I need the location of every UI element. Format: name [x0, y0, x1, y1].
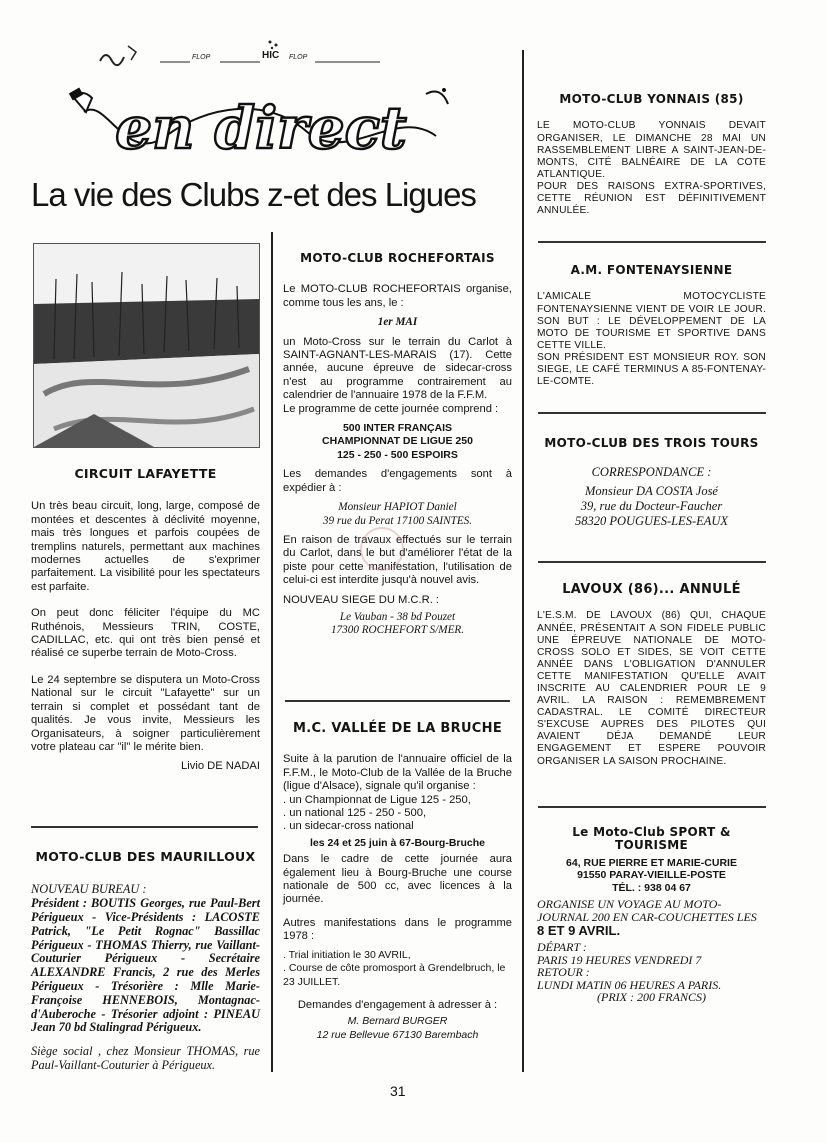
separator — [285, 700, 510, 702]
rochefortais-address-2: 39 rue du Perat 17100 SAINTES. — [322, 514, 473, 527]
column-rule-1 — [271, 232, 273, 1072]
header-sketch — [90, 36, 470, 76]
bruche-date: les 24 et 25 juin à 67-Bourg-Bruche — [309, 836, 486, 849]
sound-flop-right: FLOP — [289, 54, 308, 61]
nouveau-siege-label: NOUVEAU SIEGE DU M.C.R. : — [283, 593, 440, 606]
retour-label: RETOUR : — [537, 965, 590, 980]
separator — [538, 806, 766, 808]
trois-tours-contact-2: 39, rue du Docteur-Faucher — [580, 499, 723, 514]
program-line-2: CHAMPIONNAT DE LIGUE 250 — [322, 435, 473, 448]
lafayette-paragraph-1: Un très beau circuit, long, large, composé de montées et descentes à déclivité moyenne, mais très longues et parfois coupées de tremplins naturels, permettant aux machines modernes actuelles de s'exprimer parfaitement. La visibilité pour les spectateurs est parfaite. — [31, 500, 260, 593]
bureau-title: NOUVEAU BUREAU : — [31, 882, 147, 897]
bruche-list-item-1: . un Championnat de Ligue 125 - 250, — [283, 793, 471, 806]
siege-social: Siège social , chez Monsieur THOMAS, rue Paul-Vaillant-Couturier à Périgueux. — [31, 1044, 260, 1072]
title-fontenaysienne: A.M. FONTENAYSIENNE — [570, 263, 733, 277]
title-sport-tourisme: Le Moto-Club SPORT & TOURISME — [572, 825, 731, 853]
sport-tourisme-address-1: 64, RUE PIERRE ET MARIE-CURIE — [566, 856, 737, 869]
fontenaysienne-paragraph-1: L'AMICALE MOTOCYCLISTE FONTENAYSIENNE VIENT DE VOIR LE JOUR. SON BUT : LE DÉVELOPPEMENT DE LA MOTO DE TOURISME ET SPORTIVE DANS CETTE VILLE. — [537, 291, 766, 351]
lafayette-paragraph-2: On peut donc féliciter l'équipe du MC Ruthénois, Messieurs TRIN, COSTE, CADILLAC, etc. qui ont très bien pensé et réalisé ce superbe terrain de Moto-Cross. — [31, 607, 260, 660]
bruche-body-2: Dans le cadre de cette journée aura également lieu à Bourg-Bruche une course nationale de 500 cc, avec licences à la journée. — [283, 853, 512, 906]
rochefortais-date: 1er MAI — [377, 316, 418, 329]
depart-time: PARIS 19 HEURES VENDREDI 7 — [537, 952, 702, 967]
rochefortais-intro: Le MOTO-CLUB ROCHEFORTAIS organise, comme tous les ans, le : — [283, 283, 512, 309]
en-direct-logo — [66, 86, 456, 176]
title-rochefortais: MOTO-CLUB ROCHEFORTAIS — [300, 251, 495, 265]
bruche-event-1: . Trial initiation le 30 AVRIL, — [283, 948, 411, 961]
yonnais-paragraph-1: LE MOTO-CLUB YONNAIS DEVAIT ORGANISER, LE DIMANCHE 28 MAI UN RASSEMBLEMENT LIBRE A SAINT-JEAN-DE-MONTS, CITÉ BALNÉAIRE DE LA COTE ATLANTIQUE. — [537, 120, 766, 180]
lafayette-paragraph-3: Le 24 septembre se disputera un Moto-Cross National sur le circuit "Lafayette" sur un terrain si complet et possédant tant de qualités. Je vous invite, Messieurs les Organisateurs, à soigner particulièrement votre plateau car "il" le mérite bien. — [31, 673, 260, 753]
separator — [538, 561, 766, 563]
siege-address-1: Le Vauban - 38 bd Pouzet — [339, 610, 456, 623]
bruche-body-3: Autres manifestations dans le programme 1978 : — [283, 916, 512, 943]
page-number: 31 — [390, 1083, 406, 1099]
title-yonnais: MOTO-CLUB YONNAIS (85) — [559, 92, 744, 106]
separator — [31, 826, 258, 828]
separator — [538, 241, 766, 243]
logo-text: en direct — [115, 94, 407, 162]
rochefortais-body-1: un Moto-Cross sur le terrain du Carlot à SAINT-AGNANT-LES-MARAIS (17). Cette année, aucune épreuve de sidecar-cross n'est au programme contrairement au calendrier de l'annuaire 1978 de la F.F.M. — [283, 335, 512, 402]
voyage-price: (PRIX : 200 FRANCS) — [597, 990, 706, 1005]
bruche-intro: Suite à la parution de l'annuaire officiel de la F.F.M., le Moto-Club de la Vallée de la Bruche (ligue d'Alsace), signale qu'il organise : — [283, 753, 512, 793]
bruche-event-2: . Course de côte promosport à Grendelbruch, le 23 JUILLET. — [283, 962, 506, 988]
lavoux-paragraph: L'E.S.M. DE LAVOUX (86) QUI, CHAQUE ANNÉE, PRÉSENTAIT A SON FIDELE PUBLIC UNE ÉPREUVE NATIONALE DE MOTO-CROSS SOLO ET SIDES, SE VOIT CETTE ANNÉE DANS L'OBLIGATION D'ANNULER CETTE MANIFESTATION QU'ELLE AVAIT INSCRITE AU CALENDRIER POUR LE 9 AVRIL. LA RAISON : REMEMBREMENT CADASTRAL. LE COMITÉ DIRECTEUR S'EXCUSE AUPRES DES PILOTES QUI AVAIENT DÉJA DEMANDÉ LEUR ENGAGEMENT ET ESPERE POUVOIR ORGANISER LA SAISON PROCHAINE. — [537, 610, 766, 767]
program-line-1: 500 INTER FRANÇAIS — [342, 422, 453, 435]
rochefortais-demandes: Les demandes d'engagements sont à expédier à : — [283, 468, 512, 494]
bruche-list-item-2: . un national 125 - 250 - 500, — [283, 807, 427, 820]
title-maurilloux: MOTO-CLUB DES MAURILLOUX — [35, 849, 256, 864]
yonnais-paragraph-2: POUR DES RAISONS EXTRA-SPORTIVES, CETTE RÉUNION EST DÉFINITIVEMENT ANNULÉE. — [537, 180, 766, 217]
separator — [538, 412, 766, 414]
voyage-dates: 8 ET 9 AVRIL. — [537, 923, 621, 939]
depart-label: DÉPART : — [537, 940, 587, 955]
bruche-contact-address: 12 rue Bellevue 67130 Barembach — [316, 1028, 479, 1041]
correspondance-label: CORRESPONDANCE : — [591, 465, 712, 480]
column-rule-2 — [522, 50, 524, 1072]
title-vallee-bruche: M.C. VALLÉE DE LA BRUCHE — [292, 721, 503, 736]
title-circuit-lafayette: CIRCUIT LAFAYETTE — [74, 466, 217, 481]
rochefortais-address-1: Monsieur HAPIOT Daniel — [338, 501, 457, 514]
bureau-members: Président : BOUTIS Georges, rue Paul-Bert Périgueux - Vice-Présidents : LACOSTE Patrick, "Le Petit Rognac" Bassillac Périgueux - THOMAS Thierry, rue Vaillant-Couturier Périgueux - Secrétaire ALEXANDRE Francis, 2 rue des Merles Périgueux - Trésorière : Mlle Marie-Françoise HENNEBOIS, Montagnac-d'Auberoche - Trésorier adjoint : PINEAU Jean 70 bd Stalingrad Périgueux. — [31, 896, 260, 1035]
trois-tours-contact-3: 58320 POUGUES-LES-EAUX — [574, 514, 729, 529]
retour-time: LUNDI MATIN 06 HEURES A PARIS. — [537, 977, 722, 992]
title-trois-tours: MOTO-CLUB DES TROIS TOURS — [544, 436, 759, 450]
snow-landscape-photo — [33, 243, 260, 448]
title-lavoux: LAVOUX (86)... ANNULÉ — [562, 582, 741, 597]
bruche-demandes: Demandes d'engagement à adresser à : — [297, 998, 498, 1011]
author-signature: Livio DE NADAI — [181, 760, 260, 773]
rochefortais-body-2: Le programme de cette journée comprend : — [283, 402, 499, 415]
trois-tours-contact-1: Monsieur DA COSTA José — [585, 484, 718, 499]
rochefortais-body-3: En raison de travaux effectués sur le terrain du Carlot, dans le but d'améliorer l'état de la piste pour cette manifestation, l'utilisation de celui-ci est interdite jusqu'à nouvel avis. — [283, 533, 512, 587]
bruche-list-item-3: . un sidecar-cross national — [283, 820, 414, 833]
fontenaysienne-paragraph-2: SON PRÉSIDENT EST MONSIEUR ROY. SON SIEGE, LE CAFÉ TERMINUS A 85-FONTENAY-LE-COMTE. — [537, 351, 766, 388]
watermark-stamp — [360, 527, 404, 571]
siege-address-2: 17300 ROCHEFORT S/MER. — [330, 624, 465, 637]
sport-tourisme-address-2: 91550 PARAY-VIEILLE-POSTE — [577, 869, 726, 882]
bruche-contact-name: M. Bernard BURGER — [347, 1015, 448, 1028]
voyage-text: ORGANISE UN VOYAGE AU MOTO-JOURNAL 200 EN CAR-COUCHETTES LES — [537, 897, 757, 925]
sound-hic: HIC — [262, 50, 280, 61]
sport-tourisme-phone: TÉL. : 938 04 67 — [612, 881, 691, 894]
program-line-3: 125 - 250 - 500 ESPOIRS — [337, 448, 458, 461]
page-headline: La vie des Clubs z-et des Ligues — [31, 176, 476, 213]
sound-flop-left: FLOP — [192, 54, 211, 61]
